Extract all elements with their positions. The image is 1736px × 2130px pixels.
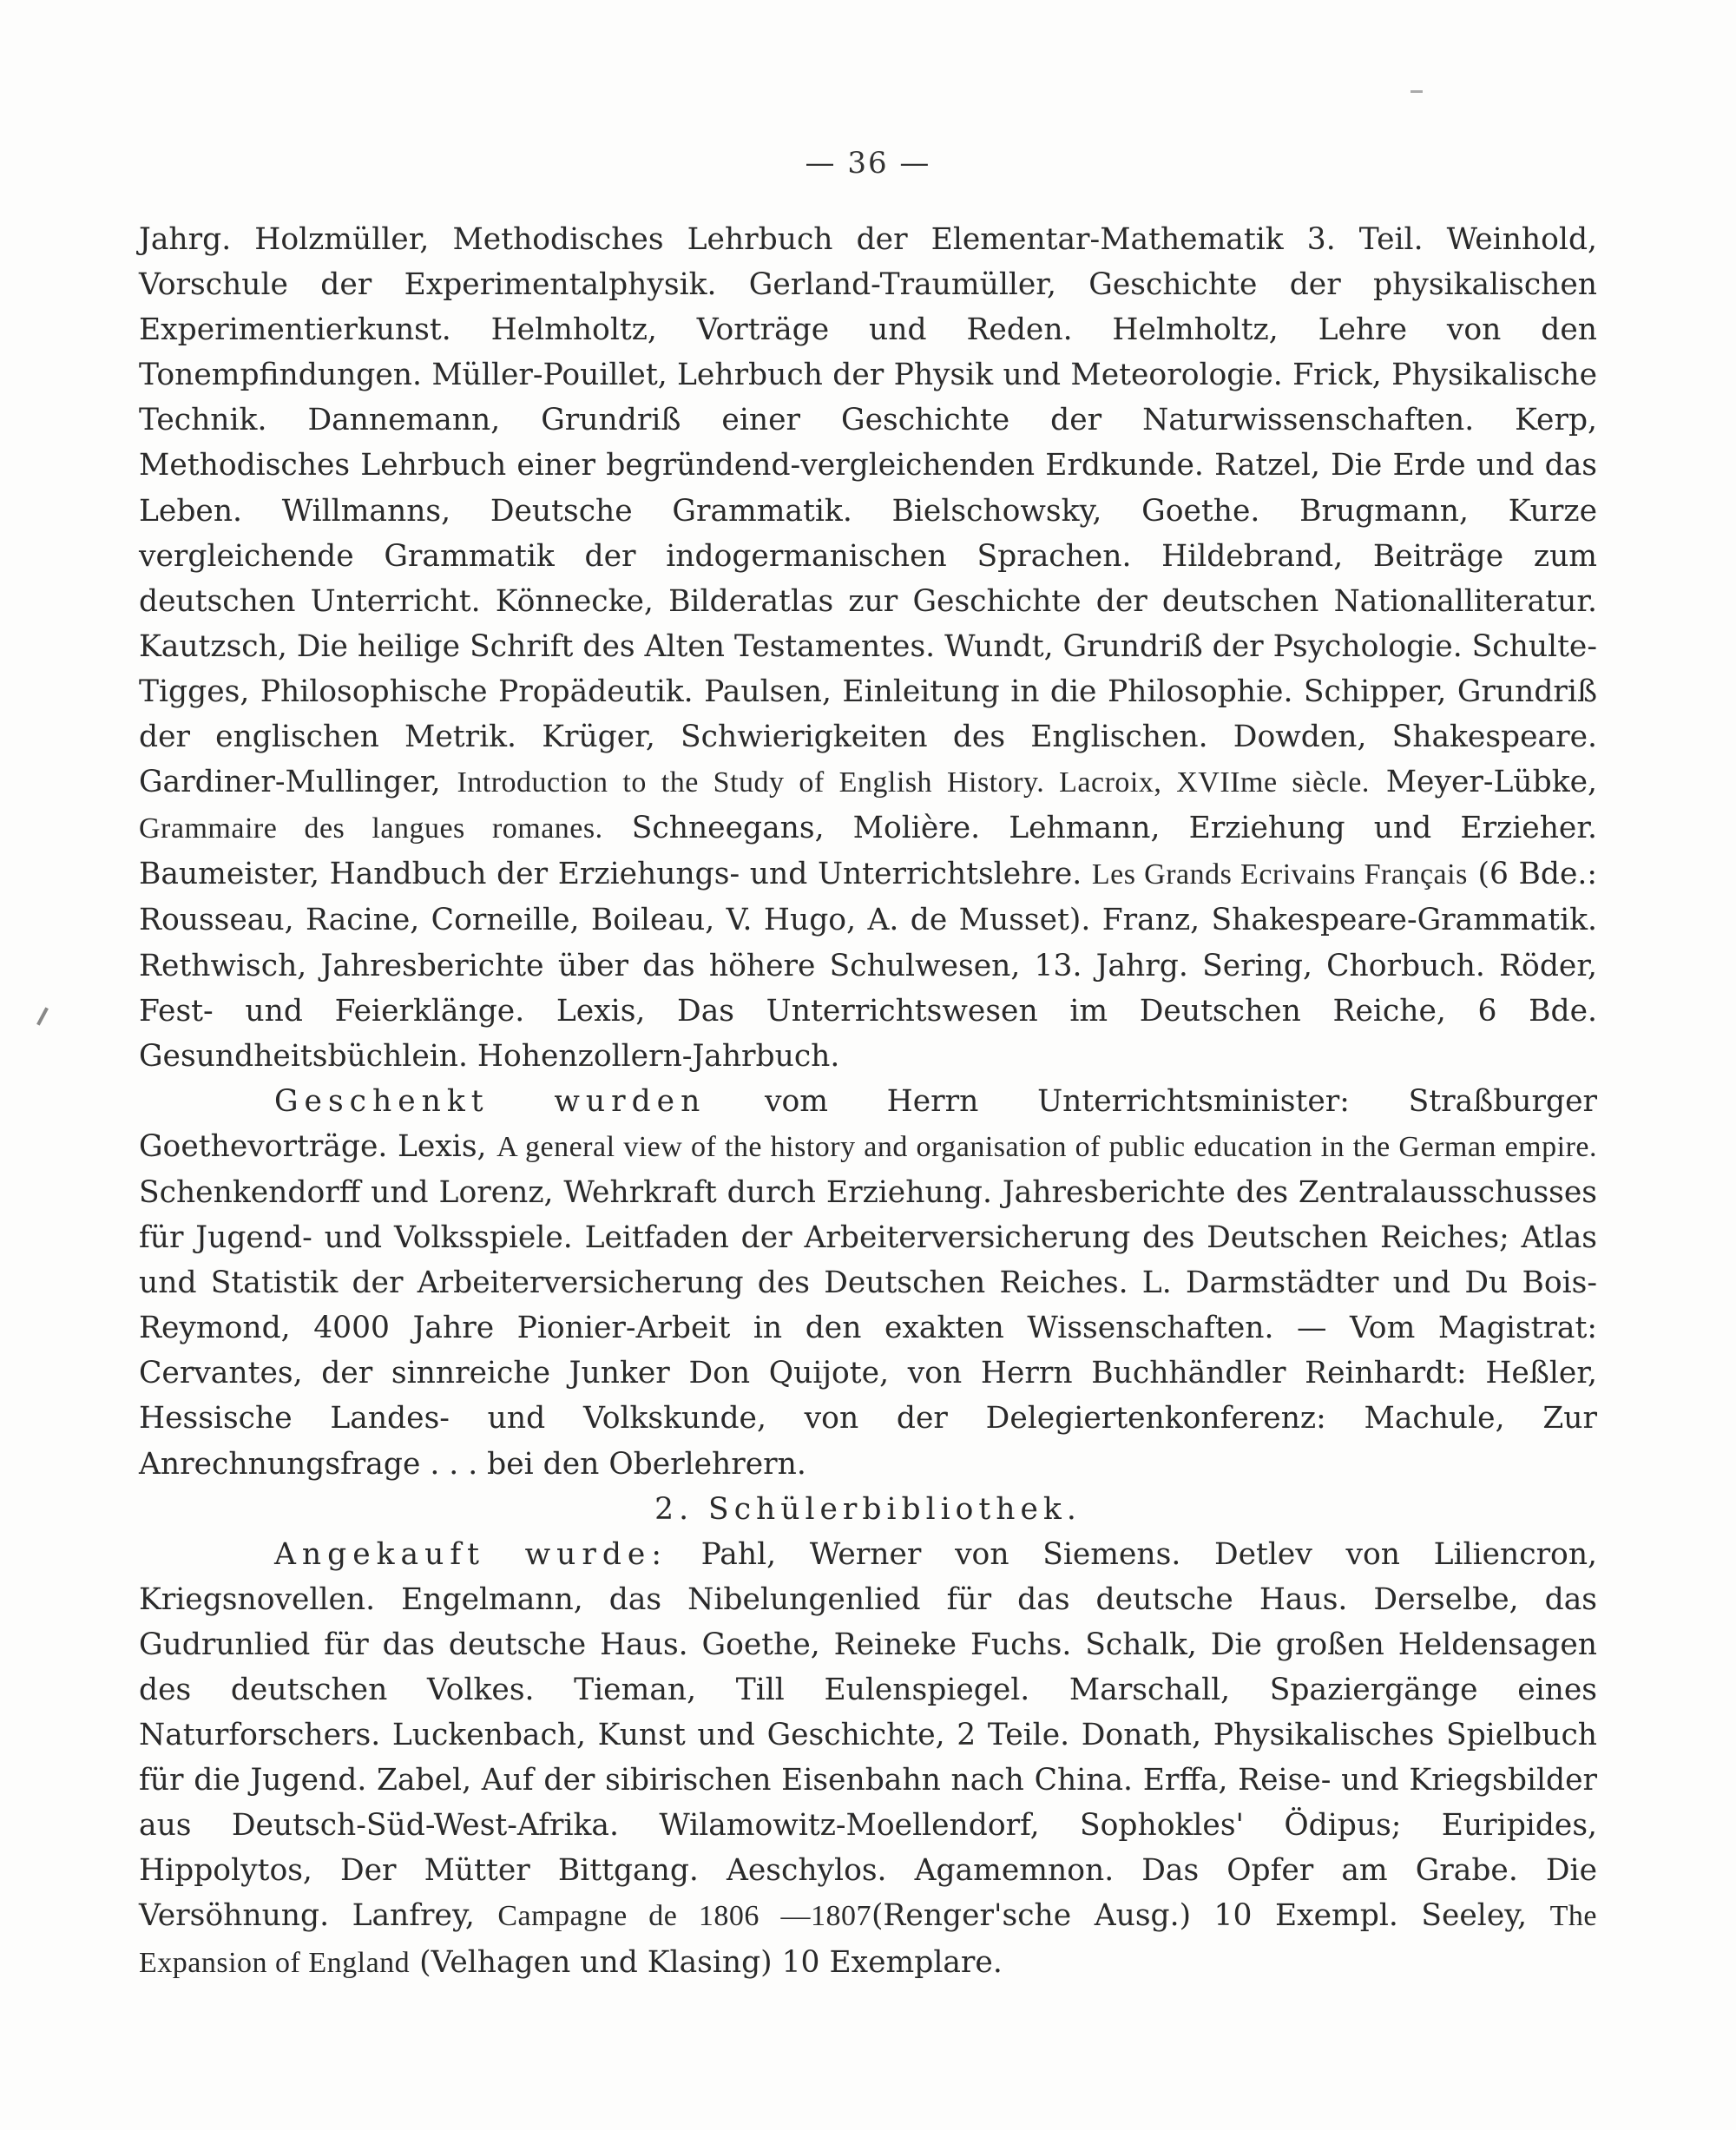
paragraph-3-antiqua-title-1: Campagne de 1806 —1807: [497, 1900, 871, 1933]
paragraph-1-antiqua-title-1: Introduction to the Study of English History. Lacroix, XVIIme siècle.: [457, 766, 1370, 799]
scan-mark: [1410, 90, 1423, 93]
paragraph-2-spaced-heading: Geschenkt wurden: [274, 1083, 707, 1119]
page-body: [139, 217, 1597, 1986]
paragraph-2-tail: Schenkendorff und Lorenz, Wehrkraft durch Erziehung. Jahresberichte des Zentralausschusses für Jugend- und Volksspiele. Leitfaden der Arbeiterversicherung des Deutschen Reiches; Atlas und Statistik der Arbeiterversicherung des Deutschen Reiches. L. Darmstädter und Du Bois-Reymond, 4000 Jahre Pionier-Arbeit in den exakten Wissenschaften. — Vom Magistrat: Cervantes, der sinnreiche Junker Don Quijote, von Herrn Buchhändler Reinhardt: Heßler, Hessische Landes- und Volkskunde, von der Delegiertenkonferenz: Machule, Zur Anrechnungsfrage . . . bei den Oberlehrern.: [139, 1174, 1597, 1482]
paragraph-3-mid: (Renger'sche Ausg.) 10 Exempl. Seeley,: [871, 1898, 1528, 1934]
paragraph-1-mid-2: Schneegans, Molière. Lehmann, Erziehung und Erzieher. Baumeister, Handbuch der Erziehungs- und Unterrichtslehre.: [139, 811, 1597, 892]
paragraph-1-antiqua-title-3: Les Grands Ecrivains Français: [1091, 858, 1468, 891]
margin-pencil-mark: [36, 1007, 49, 1025]
paragraph-2-lead: vom Herrn Unterrichtsminister: Straßburger Goethevorträge. Lexis,: [139, 1083, 1597, 1164]
paragraph-3-spaced-heading: Angekauft wurde:: [274, 1536, 667, 1572]
paragraph-3-antiqua-title-2: The Expansion of England: [139, 1900, 1598, 1979]
page-number: — 36 —: [805, 146, 931, 181]
paragraph-3-tail: (Velhagen und Klasing) 10 Exemplare.: [419, 1944, 1003, 1980]
section-heading-student-library: 2. Schülerbibliothek.: [654, 1491, 1082, 1527]
paragraph-2-antiqua-title: A general view of the history and organisation of public education in the German empire.: [496, 1130, 1597, 1163]
paragraph-student-library-acquisitions: [139, 1532, 1597, 1986]
paragraph-1-lead: Jahrg. Holzmüller, Methodisches Lehrbuch der Elementar-Mathematik 3. Teil. Weinhold, Vorschule der Experimentalphysik. Gerland-Traumüller, Geschichte der physikalischen Experimentierkunst. Helmholtz, Vorträge und Reden. Helmholtz, Lehre von den Tonempfindungen. Müller-Pouillet, Lehrbuch der Physik und Meteorologie. Frick, Physikalische Technik. Dannemann, Grundriß einer Geschichte der Naturwissenschaften. Kerp, Methodisches Lehrbuch einer begründend-vergleichenden Erdkunde. Ratzel, Die Erde und das Leben. Willmanns, Deutsche Grammatik. Bielschowsky, Goethe. Brugmann, Kurze vergleichende Grammatik der indogermanischen Sprachen. Hildebrand, Beiträge zum deutschen Unterricht. Könnecke, Bilderatlas zur Geschichte der deutschen Nationalliteratur. Kautzsch, Die heilige Schrift des Alten Testamentes. Wundt, Grundriß der Psychologie. Schulte-Tigges, Philosophische Propädeutik. Paulsen, Einleitung in die Philosophie. Schipper, Grundriß der englischen Metrik. Krüger, Schwierigkeiten des Englischen. Dowden, Shakespeare. Gardiner-Mullinger,: [139, 222, 1598, 800]
paragraph-1-mid-1: Meyer-Lübke,: [1385, 765, 1598, 800]
paragraph-1-tail: (6 Bde.: Rousseau, Racine, Corneille, Boileau, V. Hugo, A. de Musset). Franz, Shakespeare-Grammatik. Rethwisch, Jahresberichte über das höhere Schulwesen, 13. Jahrg. Sering, Chorbuch. Röder, Fest- und Feierklänge. Lexis, Das Unterrichtswesen im Deutschen Reiche, 6 Bde. Gesundheitsbüchlein. Hohenzollern-Jahrbuch.: [139, 857, 1597, 1074]
paragraph-donations: [139, 1079, 1597, 1487]
paragraph-acquisitions-teacher-library: [139, 217, 1597, 1079]
paragraph-3-lead: Pahl, Werner von Siemens. Detlev von Liliencron, Kriegsnovellen. Engelmann, das Nibelungenlied für das deutsche Haus. Derselbe, das Gudrunlied für das deutsche Haus. Goethe, Reineke Fuchs. Schalk, Die großen Heldensagen des deutschen Volkes. Tieman, Till Eulenspiegel. Marschall, Spaziergänge eines Naturforschers. Luckenbach, Kunst und Geschichte, 2 Teile. Donath, Physikalisches Spielbuch für die Jugend. Zabel, Auf der sibirischen Eisenbahn nach China. Erffa, Reise- und Kriegsbilder aus Deutsch-Süd-West-Afrika. Wilamowitz-Moellendorf, Sophokles' Ödipus; Euripides, Hippolytos, Der Mütter Bittgang. Aeschylos. Agamemnon. Das Opfer am Grabe. Die Versöhnung. Lanfrey,: [139, 1536, 1598, 1934]
paragraph-1-antiqua-title-2: Grammaire des langues romanes.: [139, 812, 603, 845]
